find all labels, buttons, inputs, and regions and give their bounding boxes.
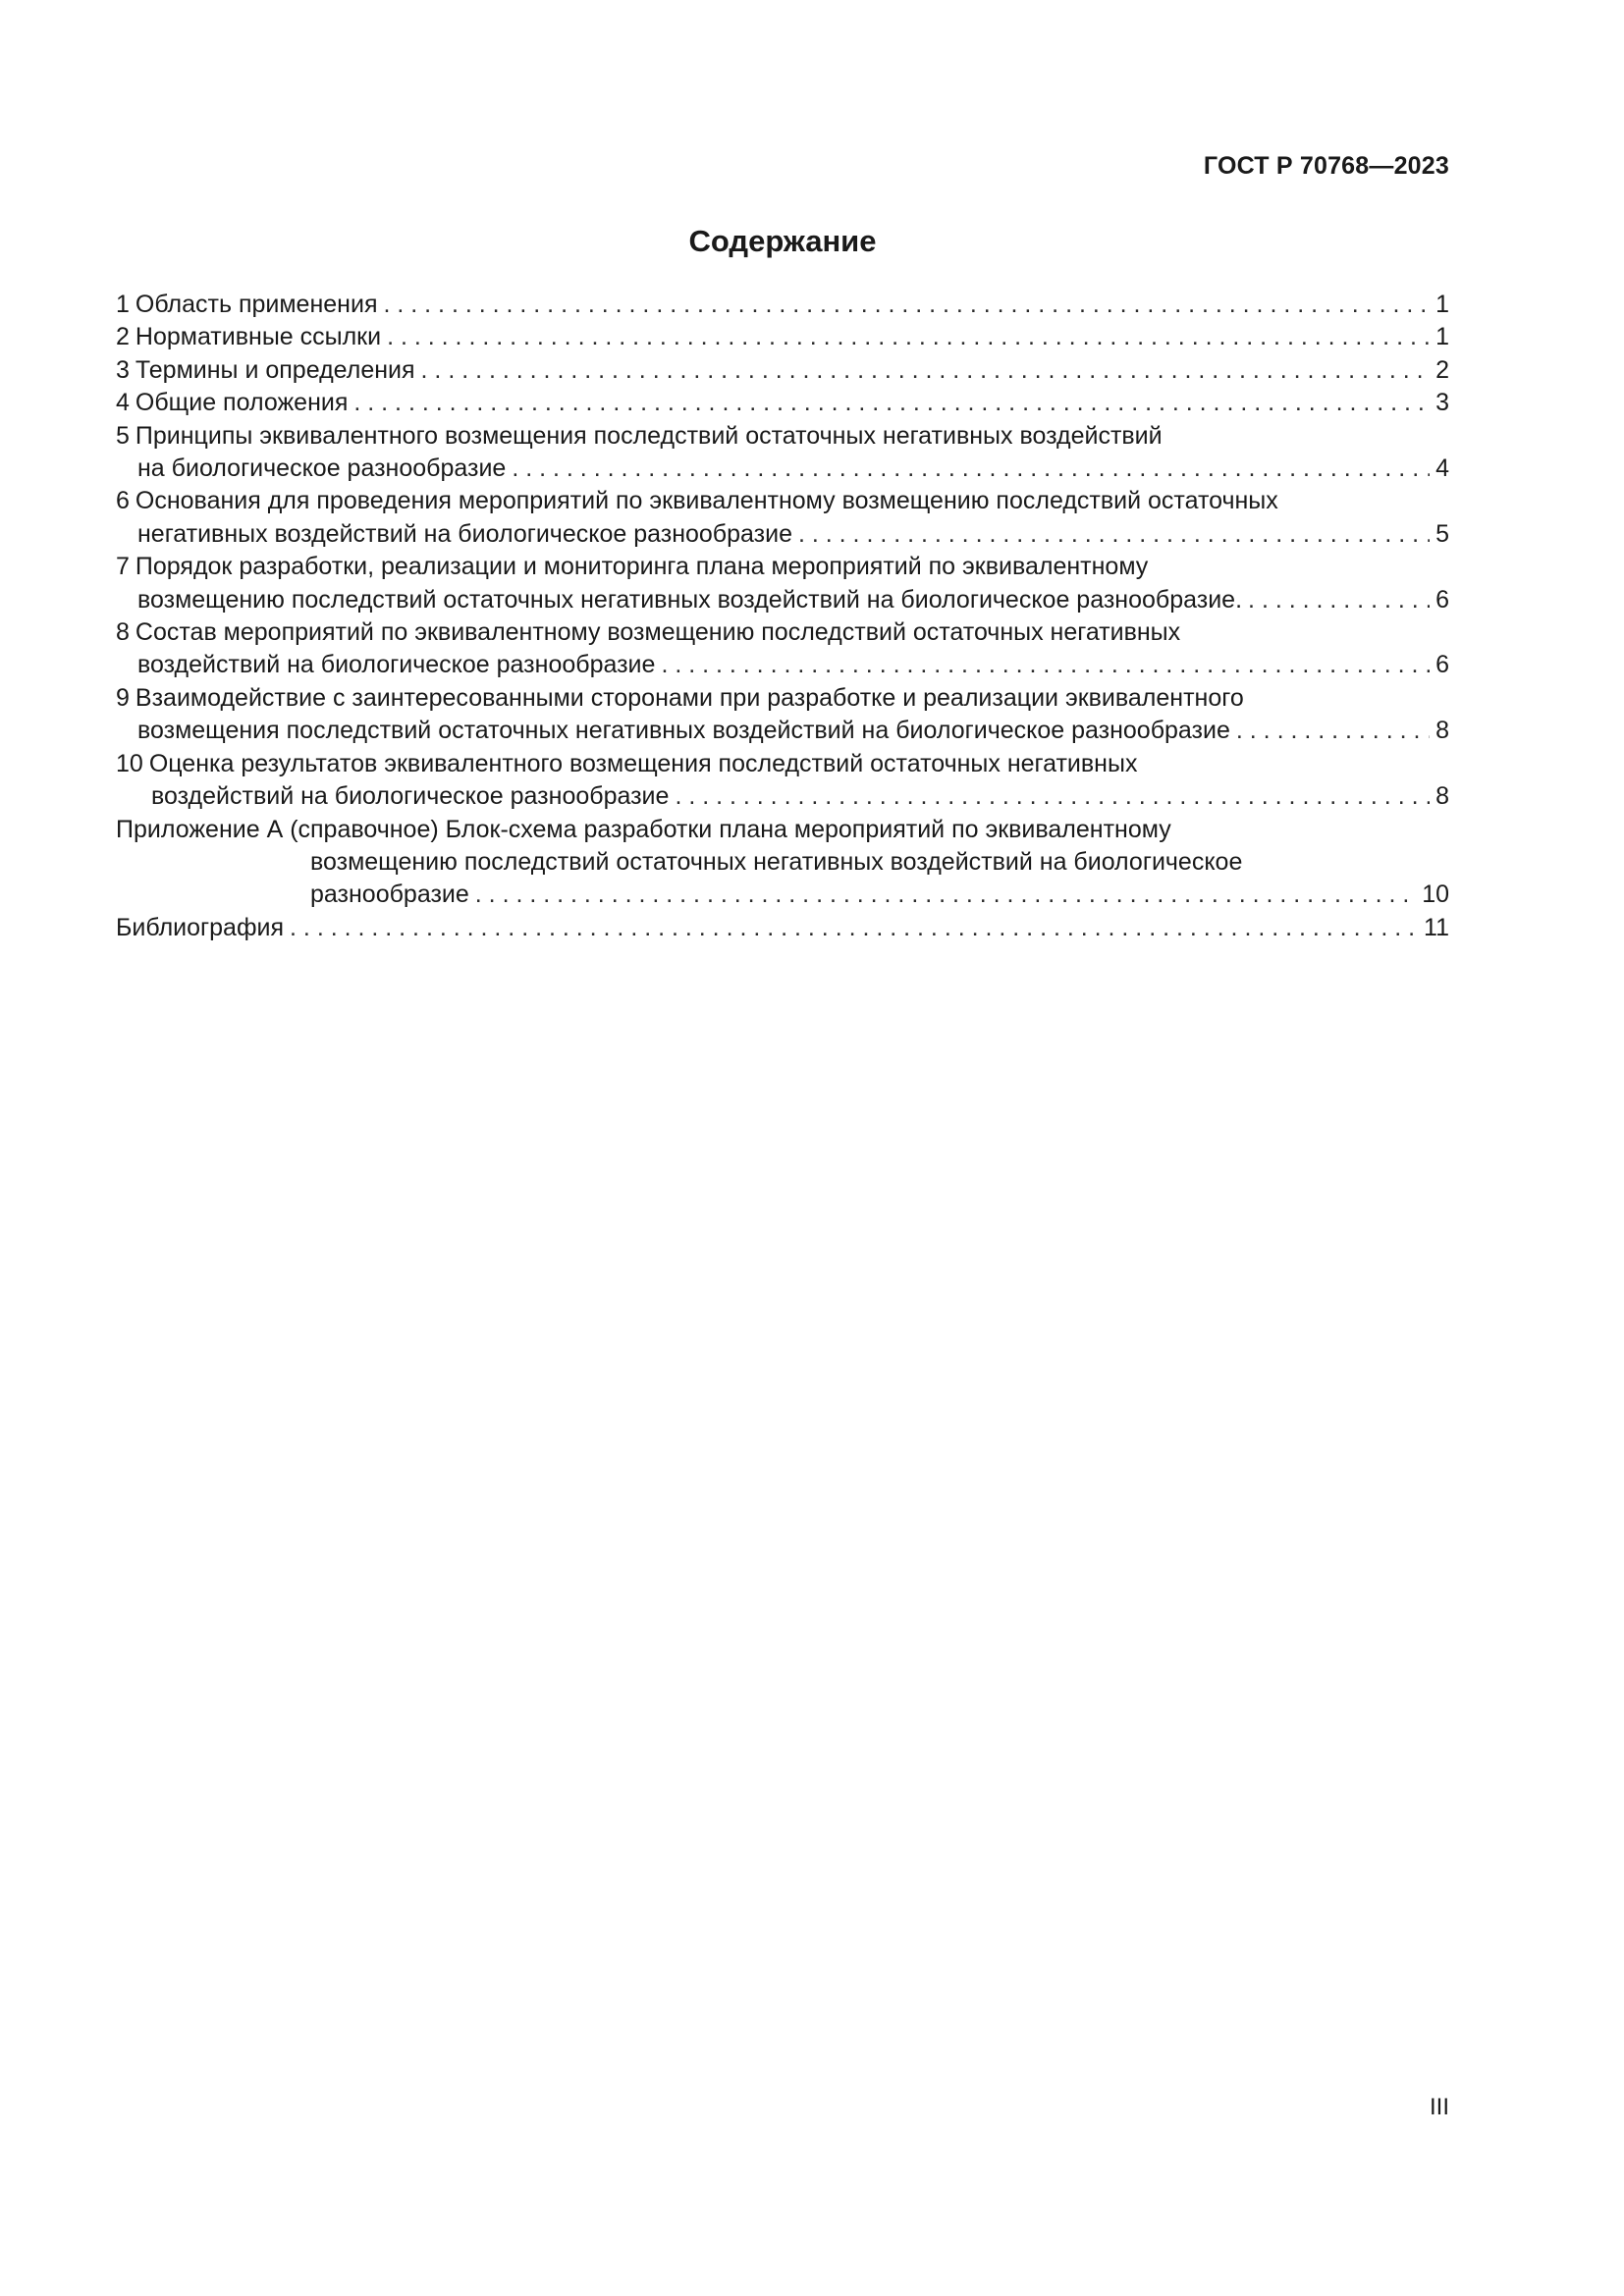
toc-entry-page: 8: [1435, 717, 1449, 745]
toc-entry-number: 3: [116, 355, 130, 384]
toc-entry-2[interactable]: [116, 321, 1449, 353]
toc-entry-number: 4: [116, 389, 130, 417]
dot-leader: [383, 289, 1430, 321]
toc-entry-page: 11: [1424, 913, 1449, 941]
toc-entry-title-line-2: воздействий на биологическое разнообразие: [137, 651, 656, 679]
toc-entry-9[interactable]: [116, 682, 1449, 748]
toc-entry-number: 10: [116, 749, 143, 777]
page-number: III: [1429, 2094, 1449, 2120]
toc-entry-page: 8: [1435, 782, 1449, 811]
toc-entry-bibliography[interactable]: [116, 912, 1449, 944]
toc-entry-title-line-2: на биологическое разнообразие: [137, 454, 507, 483]
toc-entry-3[interactable]: [116, 354, 1449, 387]
dot-leader: [1236, 715, 1430, 747]
toc-entry-title-line-2: негативных воздействий на биологическое разнообразие: [137, 519, 792, 548]
dot-leader: [353, 387, 1430, 419]
dot-leader: [512, 453, 1430, 485]
toc-entry-7[interactable]: [116, 551, 1449, 616]
toc-entry-title: Нормативные ссылки: [135, 323, 382, 351]
dot-leader: [798, 518, 1430, 551]
toc-entry-page: 3: [1435, 389, 1449, 417]
toc-entry-number: 5: [116, 421, 130, 450]
toc-entry-5[interactable]: [116, 420, 1449, 486]
toc-entry-title-line-2: возмещения последствий остаточных негативных воздействий на биологическое разнообразие: [137, 717, 1230, 745]
table-of-contents: [116, 289, 1449, 944]
toc-entry-number: 7: [116, 553, 130, 581]
toc-entry-title: Термины и определения: [135, 355, 415, 384]
toc-entry-title: Общие положения: [135, 389, 349, 417]
toc-entry-number: 9: [116, 683, 130, 712]
toc-entry-8[interactable]: [116, 616, 1449, 682]
dot-leader: [675, 780, 1430, 813]
dot-leader: [387, 321, 1430, 353]
toc-bibliography-label: Библиография: [116, 913, 285, 941]
dot-leader: [475, 879, 1416, 911]
toc-entry-6[interactable]: [116, 485, 1449, 551]
toc-entry-title-line-1: Состав мероприятий по эквивалентному возмещению последствий остаточных негативных: [135, 618, 1181, 647]
toc-entry-title-line-2: возмещению последствий остаточных негативных воздействий на биологическое разнообразие.: [137, 585, 1243, 614]
toc-entry-page: 10: [1422, 881, 1449, 909]
toc-entry-number: 8: [116, 618, 130, 647]
toc-entry-page: 6: [1435, 651, 1449, 679]
toc-entry-page: 5: [1435, 519, 1449, 548]
dot-leader: [290, 912, 1418, 944]
toc-entry-1[interactable]: [116, 289, 1449, 321]
dot-leader: [661, 649, 1430, 681]
toc-entry-page: 1: [1435, 291, 1449, 318]
toc-appendix-line-3: разнообразие: [310, 881, 469, 909]
dot-leader: [1248, 584, 1430, 616]
toc-entry-page: 6: [1435, 585, 1449, 614]
toc-entry-4[interactable]: [116, 387, 1449, 419]
toc-entry-page: 4: [1435, 454, 1449, 483]
toc-entry-title-line-1: Оценка результатов эквивалентного возмещения последствий остаточных негативных: [148, 749, 1138, 777]
toc-title: Содержание: [688, 224, 877, 258]
toc-entry-number: 2: [116, 323, 130, 351]
toc-entry-title-line-2: воздействий на биологическое разнообразие: [151, 782, 670, 811]
document-code: ГОСТ Р 70768—2023: [1203, 152, 1449, 180]
toc-entry-title-line-1: Порядок разработки, реализации и мониторинга плана мероприятий по эквивалентному: [135, 553, 1149, 581]
toc-appendix-line-1: Приложение А (справочное) Блок-схема разработки плана мероприятий по эквивалентному: [116, 815, 1171, 843]
toc-entry-number: 1: [116, 291, 130, 318]
toc-entry-number: 6: [116, 487, 130, 515]
toc-entry-10[interactable]: [116, 748, 1449, 814]
dot-leader: [421, 354, 1431, 387]
toc-entry-appendix-a[interactable]: [116, 814, 1449, 912]
toc-entry-title: Область применения: [135, 291, 378, 318]
toc-entry-page: 1: [1435, 323, 1449, 351]
toc-entry-title-line-1: Основания для проведения мероприятий по эквивалентному возмещению последствий остаточных: [135, 487, 1278, 515]
toc-appendix-line-2: возмещению последствий остаточных негативных воздействий на биологическое: [310, 847, 1243, 876]
toc-entry-page: 2: [1435, 355, 1449, 384]
toc-entry-title-line-1: Принципы эквивалентного возмещения последствий остаточных негативных воздействий: [135, 421, 1163, 450]
toc-entry-title-line-1: Взаимодействие с заинтересованными сторонами при разработке и реализации эквивалентного: [135, 683, 1244, 712]
